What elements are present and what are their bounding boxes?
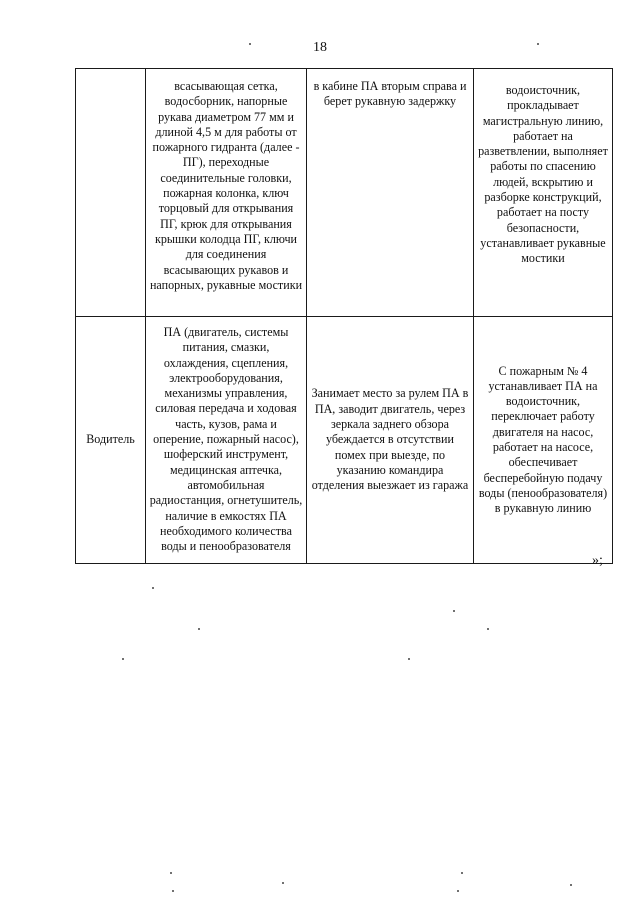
table-row: [76, 317, 613, 564]
role-cell: Водитель: [76, 317, 146, 564]
departure-duties-cell: в кабине ПА вторым справа и берет рукавную задержку: [307, 69, 474, 317]
scan-speck: [282, 882, 284, 884]
table-row: [76, 69, 613, 317]
closing-quote-mark: »;: [592, 553, 603, 568]
scan-speck: [249, 43, 251, 45]
duties-table: [75, 68, 613, 564]
page-number: 18: [313, 40, 327, 55]
scan-speck: [172, 890, 174, 892]
scan-speck: [408, 658, 410, 660]
scan-speck: [570, 884, 572, 886]
arrival-duties-cell: водоисточник, прокладывает магистральную линию, работает на разветвлении, выполняет работы по спасению людей, вскрытию и разборке конструкций, работает на посту безопасности, устанавливает рукавные мостики: [474, 69, 613, 317]
scan-speck: [122, 658, 124, 660]
scan-speck: [537, 43, 539, 45]
scan-speck: [152, 587, 154, 589]
departure-duties-cell: Занимает место за рулем ПА в ПА, заводит двигатель, через зеркала заднего обзора убеждается в отсутствии помех при выезде, по указанию командира отделения выезжает из гаража: [307, 317, 474, 564]
arrival-duties-cell: С пожарным № 4 устанавливает ПА на водоисточник, переключает работу двигателя на насос, работает на насосе, обеспечивает бесперебойную подачу воды (пенообразователя) в рукавную линию: [474, 317, 613, 564]
scan-speck: [457, 890, 459, 892]
role-cell: [76, 69, 146, 317]
equipment-cell: всасывающая сетка, водосборник, напорные рукава диаметром 77 мм и длиной 4,5 м для работы от пожарного гидранта (далее - ПГ), переходные соединительные головки, пожарная колонка, ключ торцовый для открывания ПГ, крюк для открывания крышки колодца ПГ, ключи для соединения всасывающих рукавов и напорных, рукавные мостики: [146, 69, 307, 317]
scan-speck: [453, 610, 455, 612]
scan-speck: [461, 872, 463, 874]
equipment-cell: ПА (двигатель, системы питания, смазки, охлаждения, сцепления, электрооборудования, механизмы управления, силовая передача и ходовая часть, кузов, рама и оперение, пожарный насос), шоферский инструмент, медицинская аптечка, автомобильная радиостанция, огнетушитель, наличие в емкостях ПА необходимого количества воды и пенообразователя: [146, 317, 307, 564]
scan-speck: [170, 872, 172, 874]
scan-speck: [487, 628, 489, 630]
scan-speck: [198, 628, 200, 630]
